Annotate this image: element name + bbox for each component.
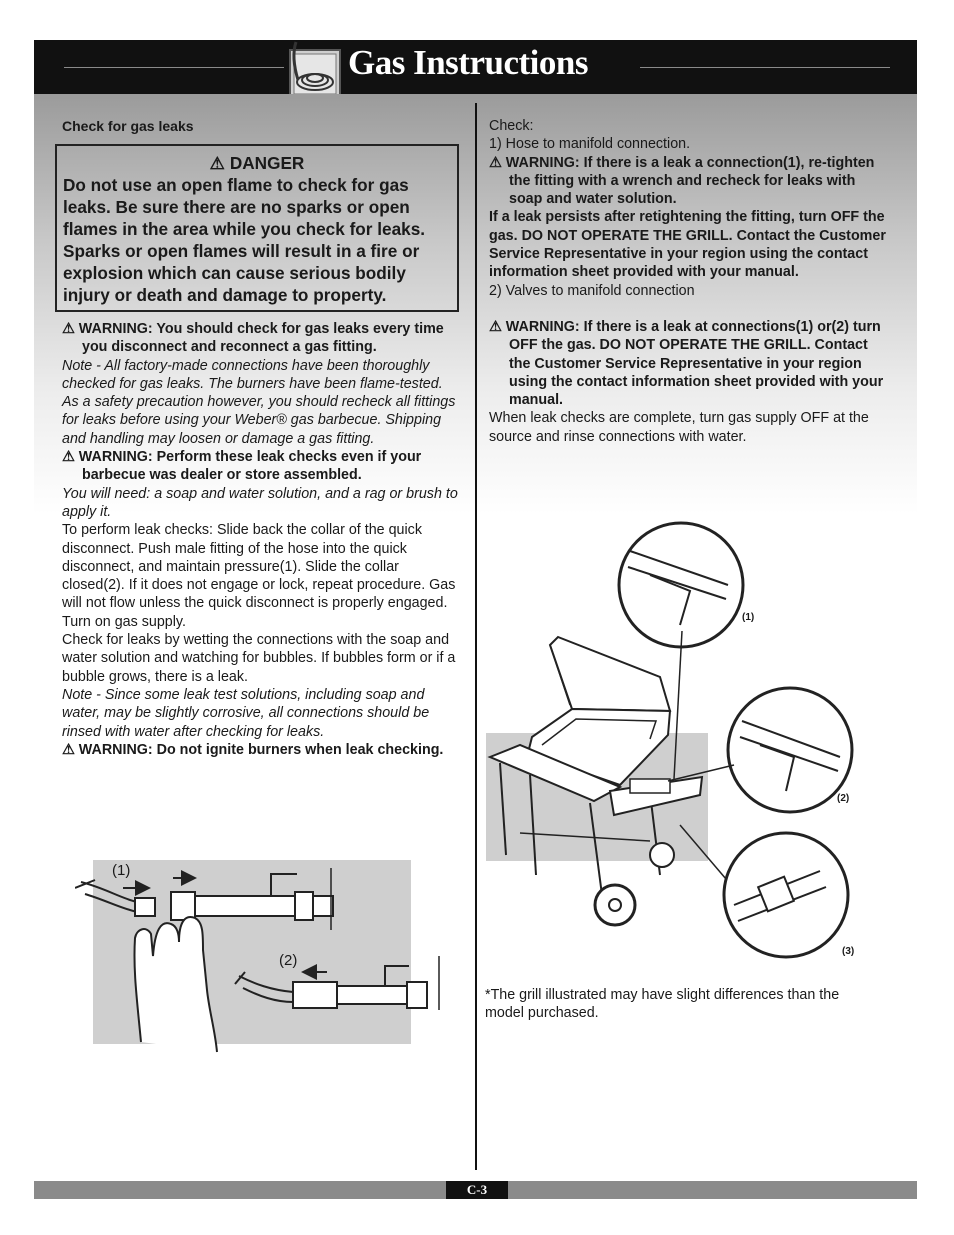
right-column-text <box>489 117 889 446</box>
page-footer <box>34 1181 917 1199</box>
perform-leak-checks: To perform leak checks: Slide back the collar of the quick disconnect. Push male fitting of the hose into the quick disconnect, and maintain pressure(1). Slide the collar closed(2). If it does not engage or lock, repeat procedure. Gas will not flow unless the quick disconnect is properly engaged. <box>62 522 456 612</box>
checks-complete: When leak checks are complete, turn gas supply OFF at the source and rinse connections with water. <box>489 410 869 445</box>
leak-persists: If a leak persists after retightening the fitting, turn OFF the gas. DO NOT OPERATE THE GRILL. Contact the Customer Service Representative in your region using the contact information sheet provided with your manual. <box>489 209 886 281</box>
warning-dealer-assembled: ⚠ WARNING: Perform these leak checks even if your barbecue was dealer or store assembled. <box>62 449 422 484</box>
warning-do-not-ignite: ⚠ WARNING: Do not ignite burners when leak checking. <box>62 741 444 758</box>
page-number: C-3 <box>446 1181 508 1199</box>
check-heading: Check: <box>489 118 534 134</box>
callout-label-1: (1) <box>742 612 755 623</box>
quick-disconnect-illustration <box>75 860 455 1060</box>
check-for-leaks: Check for leaks by wetting the connections with the soap and water solution and watching for bubbles. If bubbles form or if a bubble grows, there is a leak. <box>62 632 456 685</box>
page-header <box>34 40 917 94</box>
header-rule-right <box>640 67 890 68</box>
left-column-text <box>62 320 460 759</box>
figure-label-2: (2) <box>279 952 298 969</box>
hose-coil-icon <box>286 40 344 102</box>
figure-label-1: (1) <box>112 862 131 879</box>
note-factory-connections: Note - All factory-made connections have been thoroughly checked for gas leaks. The burners have been flame-tested. As a safety precaution however, you should recheck all fittings for leaks before using your Weber® gas barbecue. Shipping and handling may loosen or damage a gas fitting. <box>62 357 456 447</box>
danger-text: Do not use an open flame to check for gas leaks. Be sure there are no sparks or open flames in the area while you check for leaks. Sparks or open flames will result in a fire or explosion which can cause serious bodily injury or death and damage to property. <box>63 175 426 305</box>
grill-callout-illustration <box>480 495 880 975</box>
column-divider <box>475 103 477 1170</box>
check-item-2: 2) Valves to manifold connection <box>489 282 695 299</box>
warning-reconnect: ⚠ WARNING: You should check for gas leaks every time you disconnect and reconnect a gas fitting. <box>62 321 444 356</box>
danger-heading: ⚠ DANGER <box>209 153 305 173</box>
callout-label-2: (2) <box>837 793 850 804</box>
section-title: Check for gas leaks <box>62 118 194 134</box>
supplies-needed: You will need: a soap and water solution, and a rag or brush to apply it. <box>62 485 458 520</box>
model-disclaimer: *The grill illustrated may have slight differences than the model purchased. <box>485 987 840 1022</box>
turn-on-gas: Turn on gas supply. <box>62 613 186 630</box>
warning-valves: ⚠ WARNING: If there is a leak at connections(1) or(2) turn OFF the gas. DO NOT OPERATE THE GRILL. Contact the Customer Service Representative in your region using the contact information sheet provided with your manual. <box>489 318 884 409</box>
danger-box <box>55 144 459 312</box>
note-corrosive: Note - Since some leak test solutions, including soap and water, may be slightly corrosive, all connections should be rinsed with water after checking for leaks. <box>62 686 430 740</box>
warning-retighten: ⚠ WARNING: If there is a leak a connection(1), re-tighten the fitting with a wrench and recheck for leaks with soap and water solution. <box>489 154 875 208</box>
header-rule-left <box>64 67 284 68</box>
page-title: Gas Instructions <box>348 43 588 82</box>
callout-label-3: (3) <box>842 946 855 957</box>
check-item-1: 1) Hose to manifold connection. <box>489 136 691 153</box>
